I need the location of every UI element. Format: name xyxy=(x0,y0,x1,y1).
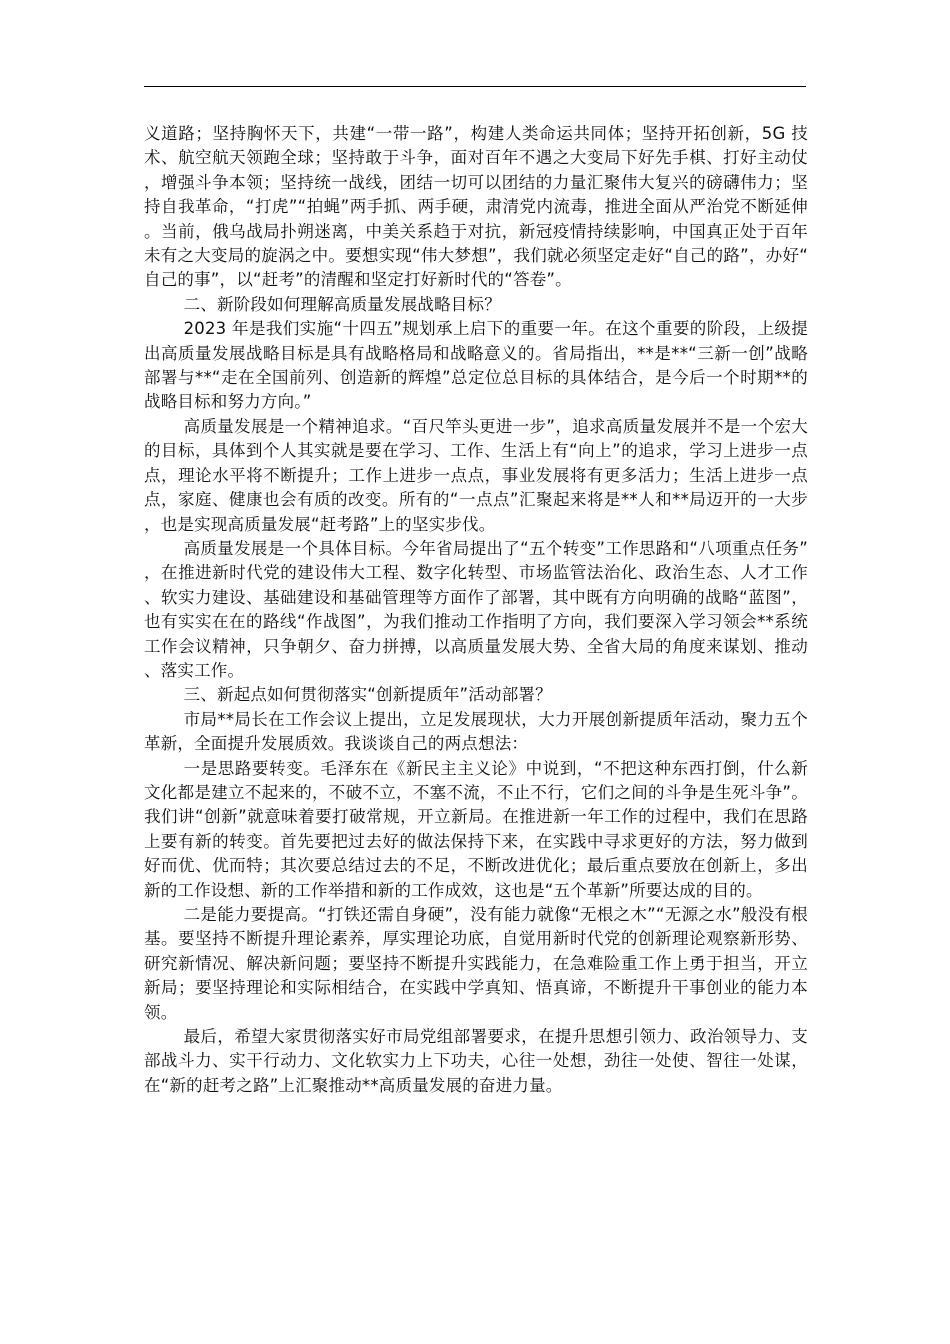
paragraph: 二是能力要提高。“打铁还需自身硬”，没有能力就像“无根之木”“无源之水”般没有根基。要坚持不断提升理论素养，厚实理论功底，自觉用新时代党的创新理论观察新形势、研究新情况、解决新问题；要坚持不断提升实践能力，在急难险重工作上勇于担当，开立新局；要坚持理论和实际相结合，在实践中学真知、悟真谛，不断提升干事创业的能力本领。 xyxy=(144,905,808,1022)
paragraph: 2023 年是我们实施“十四五”规划承上启下的重要一年。在这个重要的阶段，上级提出高质量发展战略目标是具有战略格局和战略意义的。省局指出，**是**“三新一创”战略部署与**“走在全国前列、创造新的辉煌”总定位总目标的具体结合，是今后一个时期**的战略目标和努力方向。” xyxy=(144,319,808,412)
section-heading-2: 二、新阶段如何理解高质量发展战略目标？ xyxy=(183,294,501,314)
paragraph: 一是思路要转变。毛泽东在《新民主主义论》中说到，“不把这种东西打倒，什么新文化都是建立不起来的，不破不立，不塞不流，不止不行，它们之间的斗争是生死斗争”。我们讲“创新”就意味着要打破常规，开立新局。在推进新一年工作的过程中，我们在思路上要有新的转变。首先要把过去好的做法保持下来，在实践中寻求更好的方法，努力做到好而优、优而特；其次要总结过去的不足，不断改进优化；最后重点要放在创新上，多出新的工作设想、新的工作举措和新的工作成效，这也是“五个革新”所要达成的目的。 xyxy=(144,758,808,900)
paragraph-continuation: 义道路；坚持胸怀天下，共建“一带一路”，构建人类命运共同体；坚持开拓创新，5G 技术、航空航天领跑全球；坚持敢于斗争，面对百年不遇之大变局下好先手棋、打好主动仗，增强斗争本领；坚持统一战线，团结一切可以团结的力量汇聚伟大复兴的磅礴伟力；坚持自我革命，“打虎”“拍蝇”两手抓、两手硬，肃清党内流毒，推进全面从严治党不断延伸。当前，俄乌战局扑朔迷离，中美关系趋于对抗，新冠疫情持续影响，中国真正处于百年未有之大变局的旋涡之中。要想实现“伟大梦想”，我们就必须坚定走好“自己的路”，办好“自己的事”，以“赶考”的清醒和坚定打好新时代的“答卷”。 xyxy=(144,124,808,290)
document-body xyxy=(144,122,808,1098)
header-rule xyxy=(144,86,806,87)
paragraph: 市局**局长在工作会议上提出，立足发展现状，大力开展创新提质年活动，聚力五个革新，全面提升发展质效。我谈谈自己的两点想法： xyxy=(144,709,808,754)
paragraph: 高质量发展是一个具体目标。今年省局提出了“五个转变”工作思路和“八项重点任务”，在推进新时代党的建设伟大工程、数字化转型、市场监管法治化、政治生态、人才工作、软实力建设、基础建设和基础管理等方面作了部署，其中既有方向明确的战略“蓝图”，也有实实在在的路线“作战图”，为我们推动工作指明了方向，我们要深入学习领会**系统工作会议精神，只争朝夕、奋力拼搏，以高质量发展大势、全省大局的角度来谋划、推动、落实工作。 xyxy=(144,538,808,680)
section-heading-3: 三、新起点如何贯彻落实“创新提质年”活动部署？ xyxy=(183,685,552,705)
paragraph: 最后，希望大家贯彻落实好市局党组部署要求，在提升思想引领力、政治领导力、支部战斗力、实干行动力、文化软实力上下功夫，心往一处想，劲往一处使、智往一处谋，在“新的赶考之路”上汇聚推动**高质量发展的奋进力量。 xyxy=(144,1027,808,1095)
paragraph: 高质量发展是一个精神追求。“百尺竿头更进一步”，追求高质量发展并不是一个宏大的目标，具体到个人其实就是要在学习、工作、生活上有“向上”的追求，学习上进步一点点，理论水平将不断提升；工作上进步一点点，事业发展将有更多活力；生活上进步一点点，家庭、健康也会有质的改变。所有的“一点点”汇聚起来将是**人和**局迈开的一大步，也是实现高质量发展“赶考路”上的坚实步伐。 xyxy=(144,416,808,534)
